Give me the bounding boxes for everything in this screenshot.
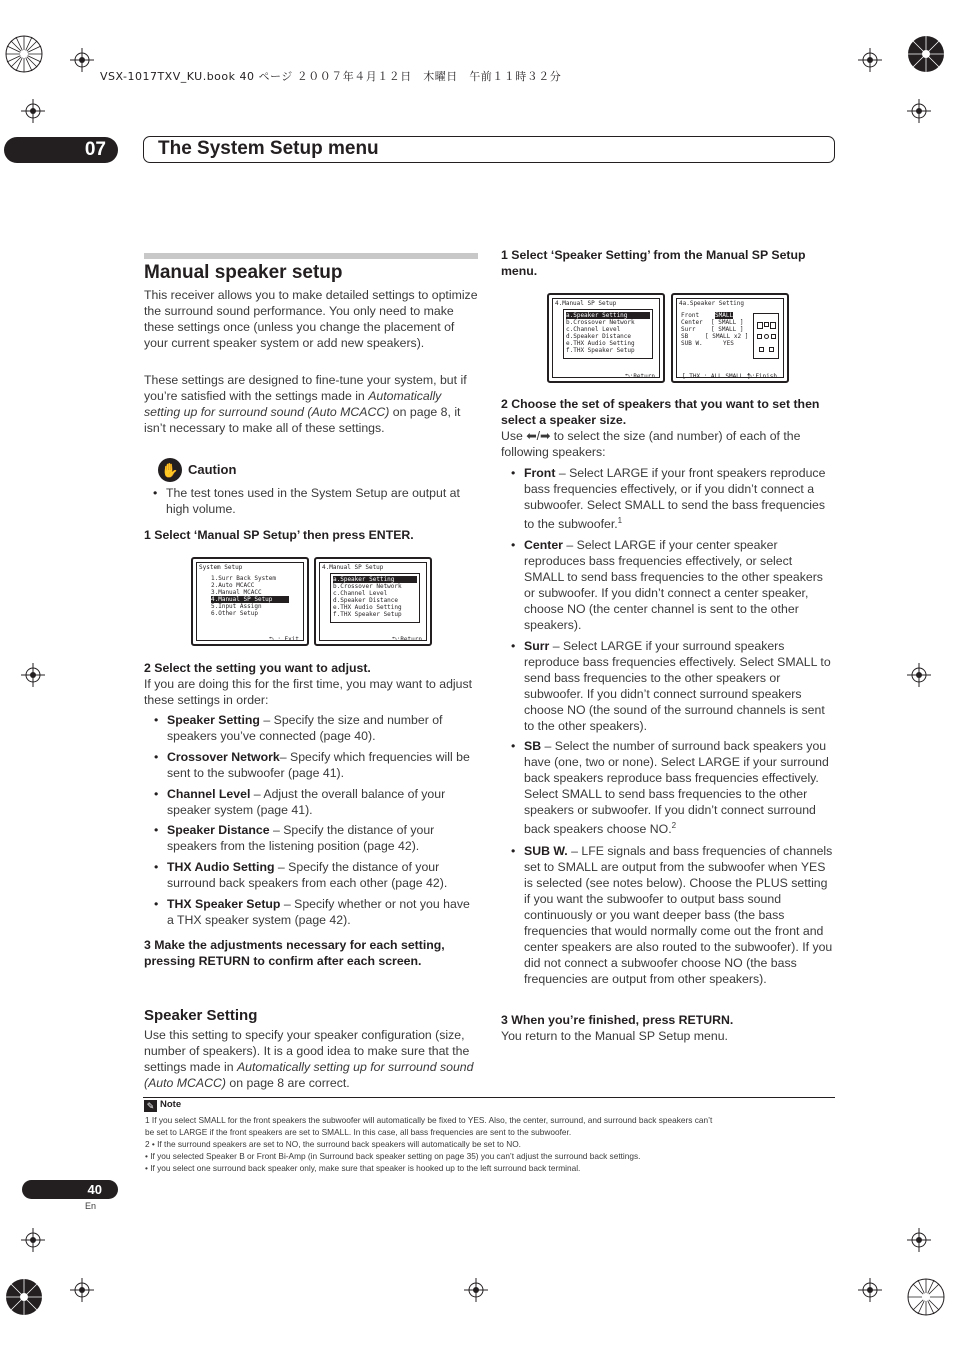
hand-stop-icon: ✋ (158, 458, 182, 482)
screen-footer-left: [ THX : ALL SMALL ] (682, 373, 751, 380)
screen-title: 4.Manual SP Setup (322, 564, 384, 571)
list-item: • Speaker Distance – Specify the distance of your speakers from the listening position (page 42). (154, 823, 435, 853)
list-item: • Crossover Network– Specify which frequencies will be sent to the subwoofer (page 41). (154, 750, 470, 780)
crosshair-mark-icon (21, 1228, 45, 1252)
screen-footer: ⮌:Return (391, 636, 422, 643)
step-2-left: 2 Select the setting you want to adjust. (144, 661, 371, 675)
speaker-setting-heading: Speaker Setting (144, 1007, 258, 1024)
crosshair-mark-icon (70, 1278, 94, 1302)
footnote-line: 2 • If the surround speakers are set to NO, the surround back speakers will automatically be set to NO. (145, 1139, 521, 1149)
menu-item: 3.Manual MCACC (211, 589, 262, 596)
step-2-right-text: Use ⬅/➡ to select the size (and number) of each of the following speakers: (501, 429, 801, 459)
menu-item-selected: 4.Manual SP Setup (211, 596, 289, 603)
list-item-subw: • SUB W. – LFE signals and bass frequencies of channels set to SMALL are output from the subwoofer when YES is selected (see notes below). Choose the PLUS setting if you want the subwoofer to output bass sound continuously or you want deeper bass (the bass frequencies that would normally come out the front and center speakers are also routed to the subwoofer). If you did not connect a subwoofer choose NO (the bass frequencies are output from other speakers). (511, 844, 833, 986)
step-3-left: 3 Make the adjustments necessary for each setting, pressing RETURN to confirm after each screen. (144, 938, 445, 968)
crosshair-mark-icon (464, 1278, 488, 1302)
screen-title: System Setup (199, 564, 243, 571)
caution-heading: Caution (188, 462, 237, 477)
list-item: • Speaker Setting – Specify the size and number of speakers you’ve connected (page 40). (154, 713, 443, 743)
registration-mark-icon (4, 34, 44, 74)
menu-item: d.Speaker Distance (566, 333, 632, 340)
step-3-right: 3 When you’re finished, press RETURN. (501, 1013, 734, 1027)
crosshair-mark-icon (907, 99, 931, 123)
page-number: 40 (22, 1180, 118, 1199)
screen-system-setup (191, 557, 309, 646)
list-item: • THX Speaker Setup – Specify whether or not you have a THX speaker system (page 42). (154, 897, 470, 927)
crosshair-mark-icon (858, 1278, 882, 1302)
crosshair-mark-icon (907, 663, 931, 687)
caution-text: • The test tones used in the System Setup are output at high volume. (153, 486, 460, 516)
setting-label: SB (681, 333, 689, 340)
list-item-center: • Center – Select LARGE if your center speaker reproduces bass frequencies effectively, or select SMALL to send bass frequencies to the other speakers or subwoofer. If you didn’t connect a center speaker, choose NO (the center channel is sent to the other speakers). (511, 538, 823, 632)
speaker-setting-paragraph: Use this setting to specify your speaker configuration (size, number of speakers). It is a good idea to make sure that the settings made in Automatically setting up for surround sound (Auto MCACC) on page 8 are correct. (144, 1028, 474, 1090)
list-item-front: • Front – Select LARGE if your front speakers reproduce bass frequencies effectively, or if you didn’t connect a subwoofer. Select SMALL to send the bass frequencies to the subwoofer.$^1$ (511, 466, 826, 532)
screen-footer: ⮌:Finish (746, 373, 777, 380)
setting-value: [ SMALL ] (711, 319, 744, 326)
crosshair-mark-icon (70, 48, 94, 72)
list-item: • Channel Level – Adjust the overall balance of your speaker system (page 41). (154, 787, 446, 817)
registration-mark-icon (906, 34, 946, 74)
pencil-note-icon: ✎ (144, 1100, 157, 1112)
setting-label: Front (681, 312, 700, 319)
section-bar (144, 253, 478, 259)
menu-item: e.THX Audio Setting (333, 604, 402, 611)
print-info-line: VSX-1017TXV_KU.book 40 ページ ２００７年４月１２日 木曜日 午前１１時３２分 (100, 70, 562, 83)
intro-paragraph-2: These settings are designed to fine-tune your system, but if you’re satisfied with the settings made in Automatically setting up for surround sound (Auto MCACC) on page 8, it isn’t necessary to make all of these settings. (144, 373, 467, 435)
list-item: • THX Audio Setting – Specify the distance of your surround back speakers from each other (page 42). (154, 860, 448, 890)
menu-item: b.Crossover Network (566, 319, 635, 326)
intro-paragraph: This receiver allows you to make detailed settings to optimize the surround sound performance. You only need to make these settings once (unless you change the placement of your current speaker system or add new speakers). (144, 288, 478, 350)
menu-item: c.Channel Level (566, 326, 621, 333)
step-2-text: If you are doing this for the first time, you may want to adjust these settings in order: (144, 677, 473, 707)
speaker-layout-diagram (753, 313, 779, 359)
menu-item: f.THX Speaker Setup (566, 347, 635, 354)
footnote-line: be set to LARGE if the front speakers are set to SMALL. In this case, all bass frequencies are sent to the subwoofer. (145, 1127, 572, 1137)
setting-value-selected: SMALL (715, 312, 734, 319)
registration-mark-icon (906, 1277, 946, 1317)
registration-mark-icon (4, 1277, 44, 1317)
screen-manual-sp-setup-2 (547, 293, 665, 383)
step-2-right: 2 Choose the set of speakers that you want to set then select a speaker size. (501, 397, 820, 427)
crosshair-mark-icon (858, 48, 882, 72)
setting-label: SUB W. (681, 340, 703, 347)
setting-value: YES (723, 340, 734, 347)
menu-item: d.Speaker Distance (333, 597, 399, 604)
footnote-line: 1 If you select SMALL for the front speakers the subwoofer will automatically be fixed to YES. Also, the center, surround, and surround back speakers can’t (145, 1115, 713, 1125)
menu-item: b.Crossover Network (333, 583, 402, 590)
screen-title: 4a.Speaker Setting (679, 300, 745, 307)
chapter-number-badge: 07 (4, 137, 118, 163)
menu-item: 6.Other Setup (211, 610, 258, 617)
setting-value: [ SMALL x2 ] (705, 333, 749, 340)
crosshair-mark-icon (907, 1228, 931, 1252)
screen-title: 4.Manual SP Setup (555, 300, 617, 307)
page-language: En (85, 1201, 97, 1211)
menu-item-selected: a.Speaker Setting (566, 312, 650, 319)
step-1-right: 1 Select ‘Speaker Setting’ from the Manual SP Setup menu. (501, 248, 806, 278)
screen-footer: ⮌ : Exit (268, 636, 299, 643)
menu-item: 1.Surr Back System (211, 575, 277, 582)
section-title: Manual speaker setup (144, 262, 343, 283)
step-3-right-text: You return to the Manual SP Setup menu. (501, 1029, 728, 1043)
screen-footer: ⮌:Return (624, 373, 655, 380)
menu-item: 2.Auto MCACC (211, 582, 255, 589)
menu-item: c.Channel Level (333, 590, 388, 597)
list-item-surr: • Surr – Select LARGE if your surround speakers reproduce bass frequencies effectively. Select SMALL to send bass frequencies to the other speakers or subwoofer. If you didn’t connect surround speakers choose NO (the sound of the surround channels is sent to the other speakers). (511, 639, 831, 733)
setting-label: Center (681, 319, 703, 326)
menu-item: 5.Input Assign (211, 603, 262, 610)
menu-item: e.THX Audio Setting (566, 340, 635, 347)
setting-label: Surr (681, 326, 696, 333)
footnote-line: • If you select one surround back speaker only, make sure that speaker is hooked up to the left surround back terminal. (145, 1163, 581, 1173)
note-divider (143, 1097, 835, 1098)
screen-speaker-setting (671, 293, 789, 383)
list-item-sb: • SB – Select the number of surround back speakers you have (one, two or none). Select LARGE if your surround back speakers reproduce bass frequencies effectively. Select SMALL to send bass frequencies to the other speakers or subwoofer. If you didn’t connect surround back speakers choose NO.$^2$ (511, 739, 829, 837)
crosshair-mark-icon (21, 99, 45, 123)
footnote-line: • If you selected Speaker B or Front Bi-Amp (in Surround back speaker setting on page 35) you can’t adjust the surround back settings. (145, 1151, 641, 1161)
menu-item-selected: a.Speaker Setting (333, 576, 417, 583)
menu-item: f.THX Speaker Setup (333, 611, 402, 618)
setting-value: [ SMALL ] (711, 326, 744, 333)
crosshair-mark-icon (21, 663, 45, 687)
screen-manual-sp-setup (314, 557, 432, 646)
chapter-title: The System Setup menu (158, 138, 379, 159)
note-heading: Note (160, 1099, 182, 1110)
step-1-left: 1 Select ‘Manual SP Setup’ then press ENTER. (144, 528, 414, 542)
